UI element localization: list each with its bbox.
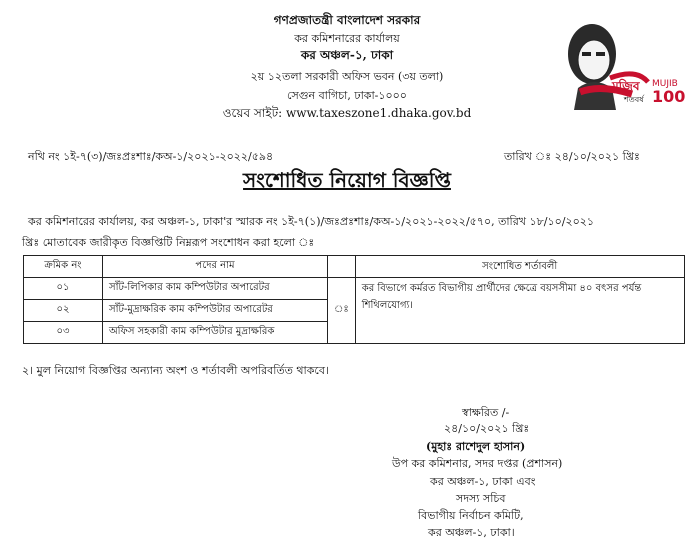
svg-text:100: 100 (652, 87, 686, 106)
signature-date: ২৪/১০/২০২১ খ্রিঃ (444, 422, 530, 435)
header-separator (328, 256, 356, 278)
row-post: সাঁট-মুদ্রাক্ষরিক কাম কম্পিউটার অপারেটর (103, 300, 328, 322)
intro-line-2: খ্রিঃ মোতাবেক জারীকৃত বিজ্ঞপ্তিটি নিম্নরূপ সংশোধন করা হলো ঃ (22, 236, 315, 249)
note-paragraph: ২। মুল নিয়োগ বিজ্ঞপ্তির অন্যান্য অংশ ও শর্তাবলী অপরিবর্তিত থাকবে। (22, 364, 329, 377)
svg-text:শতবর্ষ: শতবর্ষ (624, 95, 644, 104)
svg-text:MUJIB: MUJIB (652, 79, 678, 89)
notice-title: সংশোধিত নিয়োগ বিজ্ঞপ্তি (243, 168, 451, 192)
header-zone: কর অঞ্চল-১, ঢাকা (300, 48, 394, 62)
memo-number: নথি নং ১ই-৭(৩)/জঃপ্রঃশাঃ/কঅ-১/২০২১-২০২২/৫৯৪ (28, 150, 274, 163)
table-header-row (24, 256, 685, 278)
row-post: সাঁট-লিপিকার কাম কম্পিউটার অপারেটর (103, 278, 328, 300)
portrait-icon (540, 18, 688, 110)
header-office: কর কমিশনারের কার্যালয় (294, 32, 400, 45)
row-separator: ঃ (328, 278, 356, 344)
header-govt: গণপ্রজাতন্ত্রী বাংলাদেশ সরকার (273, 13, 421, 27)
header-serial: ক্রমিক নং (24, 256, 103, 278)
signatory-role: সদস্য সচিব (456, 492, 506, 505)
row-serial: ০১ (24, 278, 103, 300)
signatory-committee-zone: কর অঞ্চল-১, ঢাকা। (428, 526, 515, 539)
memo-date: তারিখ ঃ ২৪/১০/২০২১ খ্রিঃ (504, 150, 640, 163)
signatory-title: উপ কর কমিশনার, সদর দপ্তর (প্রশাসন) (392, 457, 563, 470)
row-serial: ০২ (24, 300, 103, 322)
row-post: অফিস সহকারী কাম কম্পিউটার মুদ্রাক্ষরিক (103, 322, 328, 344)
table-row (24, 278, 685, 300)
amendment-table (23, 255, 685, 344)
svg-text:মুজিব: মুজিব (612, 79, 640, 93)
intro-line-1: কর কমিশনারের কার্যালয়, কর অঞ্চল-১, ঢাকা'র স্মারক নং ১ই-৭(১)/জঃপ্রঃশাঃ/কঅ-১/২০২১-২০২২/৫৭০, তারিখ ১৮/১০/২০২১ (28, 215, 595, 228)
signatory-committee: বিভাগীয় নির্বাচন কমিটি, (418, 509, 524, 522)
signature-signed: স্বাক্ষরিত /- (462, 406, 510, 419)
signatory-name: (মুহাঃ রাশেদুল হাসান) (426, 440, 526, 453)
header-address: সেগুন বাগিচা, ঢাকা-১০০০ (287, 89, 407, 102)
header-post: পদের নাম (103, 256, 328, 278)
header-website: ওয়েব সাইট: www.taxeszone1.dhaka.gov.bd (222, 106, 472, 120)
header-building: ২য় ১২তলা সরকারী অফিস ভবন (৩য় তলা) (250, 70, 444, 83)
mujib-100-logo (540, 18, 688, 110)
row-serial: ০৩ (24, 322, 103, 344)
signatory-zone: কর অঞ্চল-১, ঢাকা এবং (430, 475, 536, 488)
header-condition: সংশোধিত শর্তাবলী (355, 256, 684, 278)
row-condition: কর বিভাগে কর্মরত বিভাগীয় প্রার্থীদের ক্ষেত্রে বয়সসীমা ৪০ বৎসর পর্যন্ত শিথিলযোগ্য। (355, 278, 684, 344)
